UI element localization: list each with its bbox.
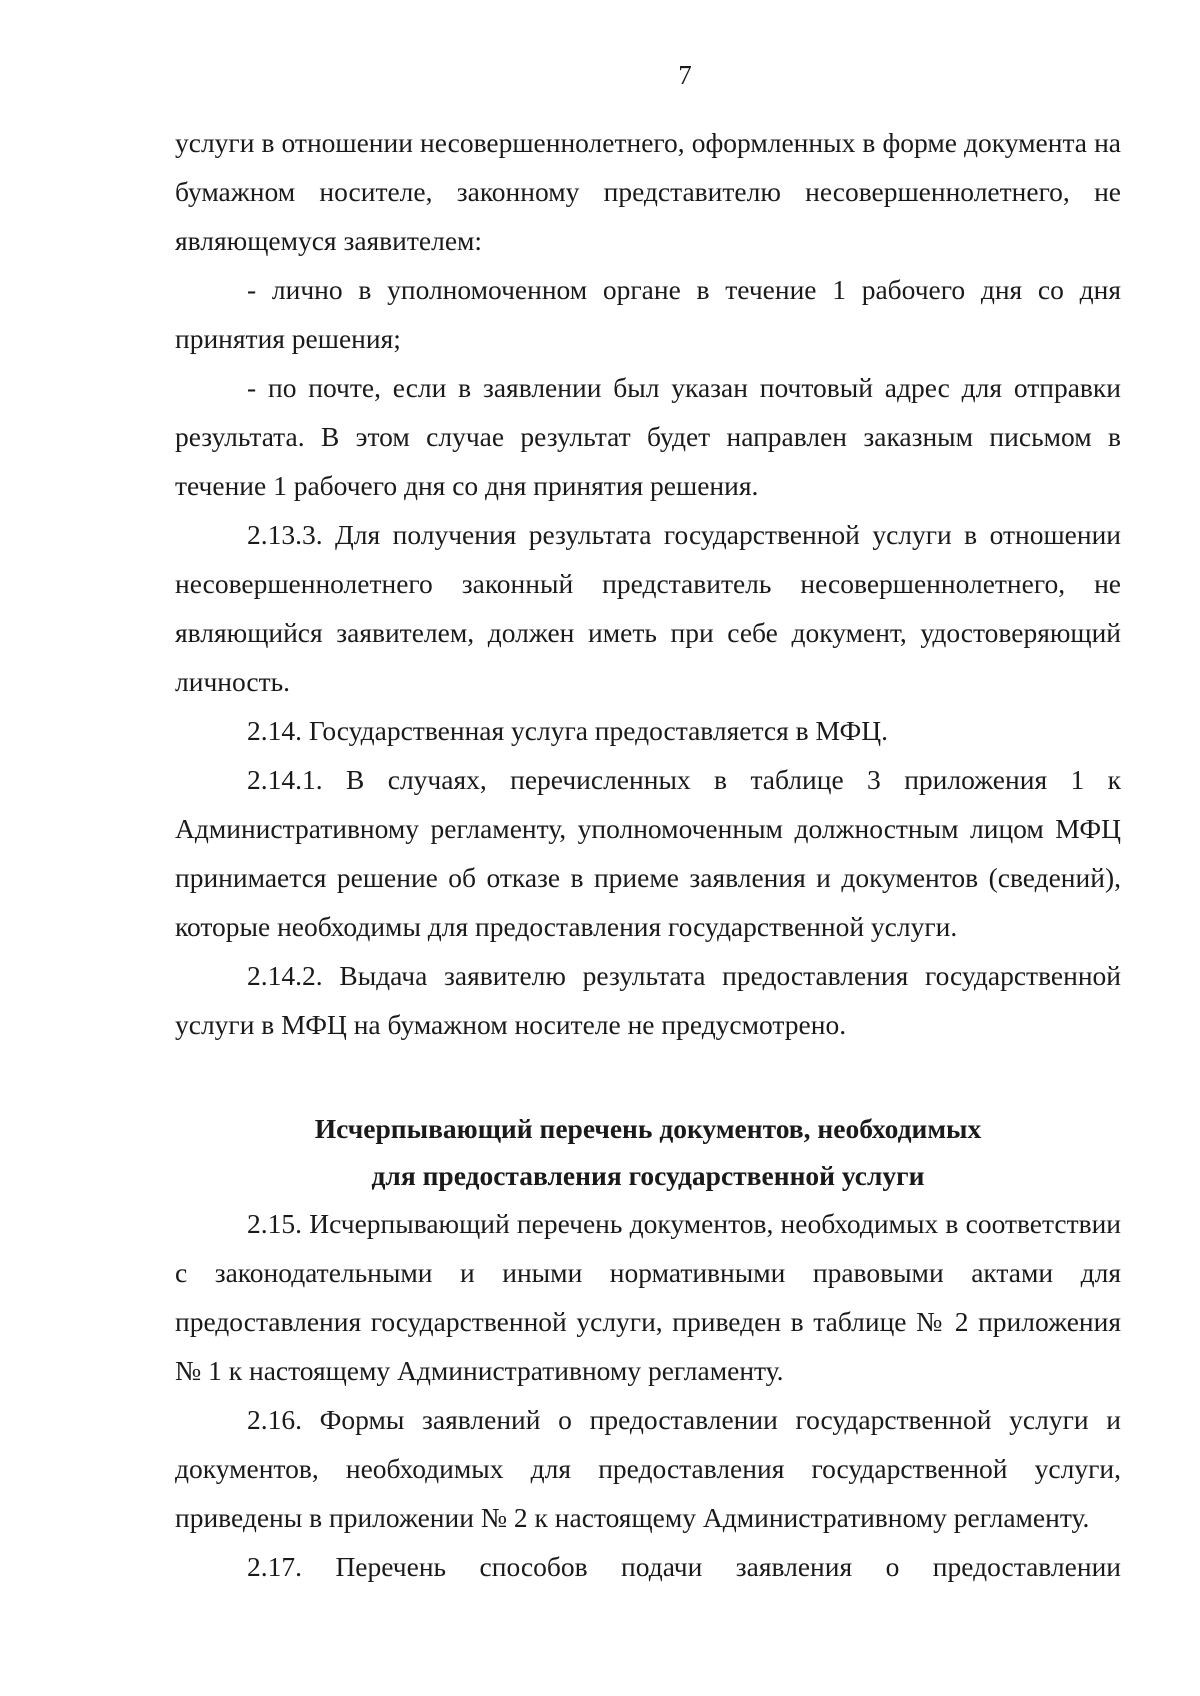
paragraph-p8: 2.15. Исчерпывающий перечень документов, необходимых в соответствии с законодательными и иными нормативными правовыми актами для предоставления государственной услуги, приведен в таблице № 2 приложения № 1 к настоящему Административному регламенту.	[175, 1208, 1121, 1386]
paragraph-p1: услуги в отношении несовершеннолетнего, оформленных в форме документа на бумажном носителе, законному представителю несовершеннолетнего, не являющемуся заявителем:	[175, 127, 1121, 256]
section-heading-line-1: Исчерпывающий перечень документов, необходимых	[314, 1113, 982, 1144]
paragraph-p2: - лично в уполномоченном органе в течение 1 рабочего дня со дня принятия решения;	[175, 274, 1121, 354]
document-body	[175, 118, 1121, 1591]
section-heading	[175, 1105, 1121, 1199]
paragraph-p4: 2.13.3. Для получения результата государственной услуги в отношении несовершеннолетнего законный представитель несовершеннолетнего, не являющийся заявителем, должен иметь при себе документ, удостоверяющий личность.	[175, 519, 1121, 697]
page-number: 7	[678, 60, 692, 90]
paragraph-p6: 2.14.1. В случаях, перечисленных в таблице 3 приложения 1 к Административному регламенту, уполномоченным должностным лицом МФЦ принимается решение об отказе в приеме заявления и документов (сведений), которые необходимы для предоставления государственной услуги.	[175, 764, 1121, 942]
paragraph-p7: 2.14.2. Выдача заявителю результата предоставления государственной услуги в МФЦ на бумажном носителе не предусмотрено.	[175, 960, 1121, 1040]
paragraph-p5: 2.14. Государственная услуга предоставляется в МФЦ.	[247, 715, 888, 746]
paragraph-p3: - по почте, если в заявлении был указан почтовый адрес для отправки результата. В этом случае результат будет направлен заказным письмом в течение 1 рабочего дня со дня принятия решения.	[175, 372, 1121, 501]
paragraph-last-line: 2.17. Перечень способов подачи заявления о предоставлении	[247, 1551, 1121, 1582]
paragraph-p9: 2.16. Формы заявлений о предоставлении государственной услуги и документов, необходимых для предоставления государственной услуги, приведены в приложении № 2 к настоящему Административному регламенту.	[175, 1404, 1121, 1533]
section-heading-line-2: для предоставления государственной услуги	[371, 1160, 925, 1191]
